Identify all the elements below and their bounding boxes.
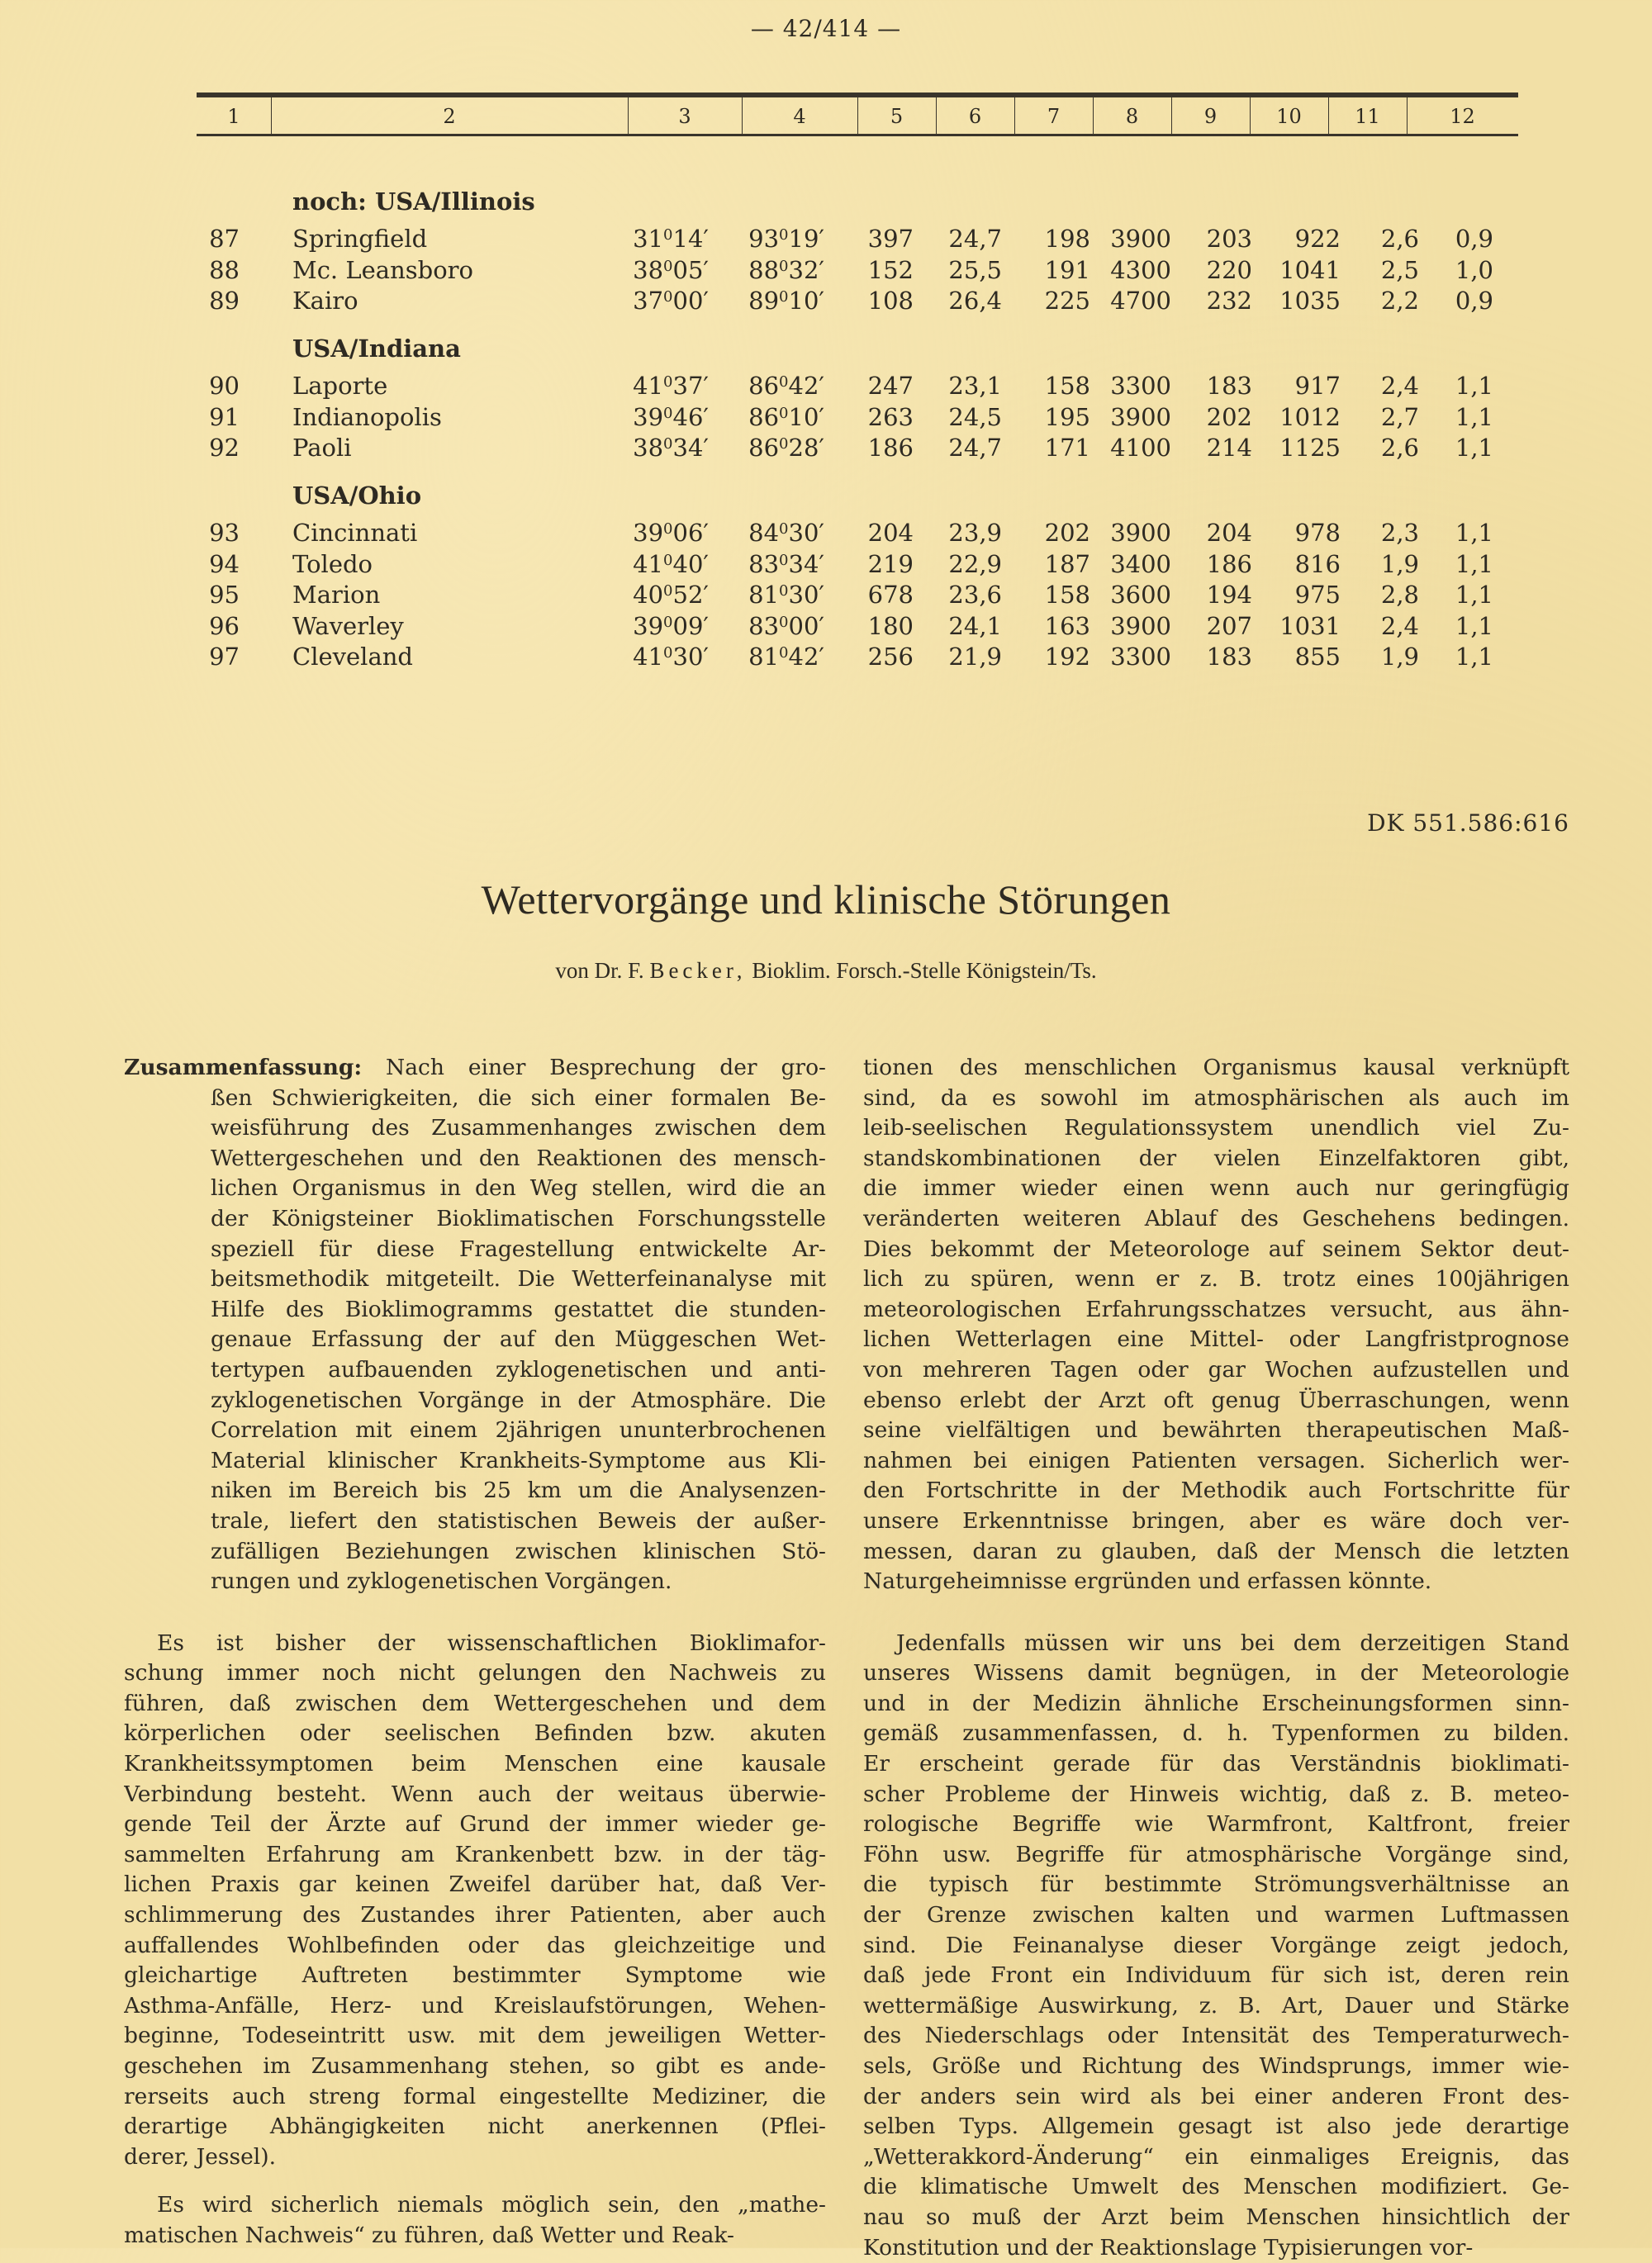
cell-c7: 163 — [1044, 611, 1090, 640]
text-line: tionen des menschlichen Organismus kausal verknüpft — [863, 1055, 1569, 1080]
cell-c6: 23,9 — [948, 519, 1002, 547]
text-line: körperlichen oder seelischen Befinden bzw. akuten — [124, 1720, 826, 1747]
cell-station: Springfield — [292, 225, 428, 253]
text-line: den Fortschritte in der Methodik auch Fortschritte für — [863, 1478, 1569, 1504]
cell-c10: 855 — [1294, 643, 1341, 671]
cell-c5: 219 — [867, 549, 914, 578]
cell-c6: 22,9 — [948, 549, 1002, 578]
cell-c12: 1,1 — [1455, 611, 1493, 640]
cell-c10: 816 — [1294, 549, 1341, 578]
text-line: unseres Wissens damit begnügen, in der Meteorologie — [863, 1660, 1569, 1687]
cell-lon: $93^019'$ — [748, 225, 824, 253]
cell-c7: 158 — [1044, 581, 1090, 609]
column-header-2: 2 — [271, 97, 629, 134]
abstract-line: genaue Erfassung der auf den Müggeschen Wet- — [211, 1326, 826, 1353]
cell-station: Kairo — [292, 287, 358, 315]
cell-c5: 186 — [867, 434, 914, 462]
abstract-label: Zusammenfassung: — [124, 1055, 363, 1080]
cell-station: Cincinnati — [292, 519, 418, 547]
cell-no: 97 — [209, 643, 240, 671]
cell-c11: 2,4 — [1380, 372, 1419, 400]
cell-c8: 3900 — [1110, 402, 1171, 431]
abstract-line: speziell für diese Fragestellung entwickelte Ar- — [211, 1236, 826, 1262]
cell-c7: 202 — [1044, 519, 1090, 547]
text-line: geschehen im Zusammenhang stehen, so gibt es ande- — [124, 2053, 826, 2079]
abstract-line: trale, liefert den statistischen Beweis der außer- — [211, 1507, 826, 1534]
right-paragraph-2 — [863, 1629, 1569, 2263]
text-line: des Niederschlags oder Intensität des Temperaturwech- — [863, 2023, 1569, 2049]
page-number: — 42/414 — — [750, 15, 902, 42]
abstract-line: Material klinischer Krankheits-Symptome aus Kli- — [211, 1447, 826, 1473]
text-line: nau so muß der Arzt beim Menschen hinsichtlich der — [863, 2204, 1569, 2230]
text-line: der Grenze zwischen kalten und warmen Luftmassen — [863, 1902, 1569, 1929]
cell-c6: 24,7 — [948, 434, 1002, 462]
left-paragraph-1 — [124, 1629, 826, 2173]
cell-c9: 204 — [1206, 519, 1252, 547]
cell-c7: 171 — [1044, 434, 1090, 462]
abstract-line: der Königsteiner Bioklimatischen Forschungsstelle — [211, 1205, 826, 1231]
cell-c8: 4300 — [1110, 255, 1171, 284]
table-row — [197, 372, 1518, 402]
cell-c9: 194 — [1206, 581, 1252, 609]
text-line: und in der Medizin ähnliche Erscheinungsformen sinn- — [863, 1690, 1569, 1716]
cell-c9: 202 — [1206, 402, 1252, 431]
text-line: gende Teil der Ärzte auf Grund der immer wieder ge- — [124, 1811, 826, 1838]
cell-lat: $37^000'$ — [633, 287, 709, 315]
text-line: „Wetterakkord-Änderung“ ein einmaliges Ereignis, das — [863, 2143, 1569, 2170]
cell-c9: 203 — [1206, 225, 1252, 253]
cell-lon: $83^000'$ — [748, 611, 824, 640]
byline-affiliation: Bioklim. Forsch.-Stelle Königstein/Ts. — [752, 958, 1097, 983]
cell-c7: 195 — [1044, 402, 1090, 431]
cell-c10: 1041 — [1279, 255, 1341, 284]
cell-c12: 0,9 — [1455, 287, 1493, 315]
cell-no: 87 — [209, 225, 240, 253]
text-line: derartige Abhängigkeiten nicht anerkennen (Pflei- — [124, 2114, 826, 2140]
cell-c11: 2,4 — [1380, 611, 1419, 640]
right-paragraph-1 — [863, 1053, 1569, 1597]
text-line: die klimatische Umwelt des Menschen modifiziert. Ge- — [863, 2174, 1569, 2200]
text-line: matischen Nachweis“ zu führen, daß Wetter und Reak- — [124, 2222, 734, 2248]
cell-no: 93 — [209, 519, 240, 547]
text-line: Jedenfalls müssen wir uns bei dem derzeitigen Stand — [896, 1630, 1569, 1656]
cell-lat: $38^005'$ — [633, 255, 709, 284]
cell-no: 89 — [209, 287, 240, 315]
cell-c12: 1,1 — [1455, 434, 1493, 462]
cell-station: Cleveland — [292, 643, 413, 671]
cell-c12: 1,1 — [1455, 372, 1493, 400]
text-line: schlimmerung des Zustandes ihrer Patienten, aber auch — [124, 1902, 826, 1929]
cell-c6: 24,7 — [948, 225, 1002, 253]
cell-station: Indianopolis — [292, 402, 442, 431]
cell-c11: 2,5 — [1380, 255, 1419, 284]
text-line: sind, da es sowohl im atmosphärischen als auch im — [863, 1084, 1569, 1111]
abstract — [124, 1053, 826, 1597]
cell-lat: $39^009'$ — [633, 611, 709, 640]
cell-c10: 978 — [1294, 519, 1341, 547]
cell-c12: 0,9 — [1455, 225, 1493, 253]
cell-c9: 232 — [1206, 287, 1252, 315]
cell-c12: 1,1 — [1455, 549, 1493, 578]
cell-c8: 3900 — [1110, 519, 1171, 547]
cell-lon: $86^042'$ — [748, 372, 824, 400]
abstract-line: lichen Organismus in den Weg stellen, wird die an — [211, 1175, 826, 1202]
byline-prefix: von Dr. F. — [555, 958, 644, 983]
table-row — [197, 550, 1518, 581]
text-line: standskombinationen der vielen Einzelfaktoren gibt, — [863, 1145, 1569, 1171]
abstract-line: zyklogenetischen Vorgänge in der Atmosphäre. Die — [211, 1387, 826, 1413]
cell-c5: 180 — [867, 611, 914, 640]
cell-no: 90 — [209, 372, 240, 400]
cell-c6: 24,1 — [948, 611, 1002, 640]
text-line: ebenso erlebt der Arzt oft genug Überraschungen, wenn — [863, 1387, 1569, 1413]
cell-c5: 108 — [867, 287, 914, 315]
abstract-line — [124, 1053, 826, 1084]
cell-c8: 4100 — [1110, 434, 1171, 462]
cell-c10: 1035 — [1279, 287, 1341, 315]
text-line: beginne, Todeseintritt usw. mit dem jeweiligen Wetter- — [124, 2023, 826, 2049]
group-title: USA/Ohio — [292, 482, 422, 510]
column-header-11: 11 — [1328, 97, 1408, 134]
right-column — [863, 1053, 1569, 2263]
cell-c6: 23,1 — [948, 372, 1002, 400]
text-line: rerseits auch streng formal eingestellte Mediziner, die — [124, 2083, 826, 2109]
cell-c8: 3300 — [1110, 372, 1171, 400]
cell-c6: 26,4 — [948, 287, 1002, 315]
cell-c11: 2,6 — [1380, 434, 1419, 462]
text-line: messen, daran zu glauben, daß der Mensch die letzten — [863, 1538, 1569, 1564]
climate-data-table — [197, 93, 1518, 671]
cell-c8: 3600 — [1110, 581, 1171, 609]
text-line: nahmen bei einigen Patienten versagen. Sicherlich wer- — [863, 1447, 1569, 1473]
cell-lon: $86^010'$ — [748, 402, 824, 431]
cell-lon: $86^028'$ — [748, 434, 824, 462]
text-line: Es ist bisher der wissenschaftlichen Bioklimafor- — [157, 1630, 826, 1656]
cell-c9: 183 — [1206, 372, 1252, 400]
cell-no: 92 — [209, 434, 240, 462]
cell-c5: 256 — [867, 643, 914, 671]
cell-lat: $40^052'$ — [633, 581, 709, 609]
table-row — [197, 434, 1518, 464]
cell-c7: 191 — [1044, 255, 1090, 284]
text-line: Föhn usw. Begriffe für atmosphärische Vorgänge sind, — [863, 1841, 1569, 1867]
text-line: Es wird sicherlich niemals möglich sein, den „mathe- — [157, 2192, 826, 2218]
abstract-line: niken im Bereich bis 25 km um die Analysenzen- — [211, 1478, 826, 1504]
cell-c11: 2,2 — [1380, 287, 1419, 315]
text-line: veränderten weiteren Ablauf des Geschehens bedingen. — [863, 1205, 1569, 1231]
column-header-5: 5 — [857, 97, 937, 134]
table-row — [197, 403, 1518, 434]
abstract-line: Wettergeschehen und den Reaktionen des mensch- — [211, 1145, 826, 1171]
cell-c10: 922 — [1294, 225, 1341, 253]
cell-c8: 3900 — [1110, 225, 1171, 253]
left-paragraph-2 — [124, 2190, 826, 2251]
text-line: seine vielfältigen und bewährten therapeutischen Maß- — [863, 1417, 1569, 1444]
column-header-3: 3 — [628, 97, 743, 134]
cell-station: Waverley — [292, 611, 404, 640]
column-header-10: 10 — [1250, 97, 1329, 134]
cell-lat: $39^046'$ — [633, 402, 709, 431]
text-line: die typisch für bestimmte Strömungsverhältnisse an — [863, 1872, 1569, 1898]
cell-c6: 21,9 — [948, 643, 1002, 671]
cell-c7: 225 — [1044, 287, 1090, 315]
cell-station: Marion — [292, 581, 381, 609]
text-line: Naturgeheimnisse ergründen und erfassen könnte. — [863, 1568, 1432, 1595]
text-line: Verbindung besteht. Wenn auch der weitaus überwie- — [124, 1781, 826, 1807]
cell-c9: 207 — [1206, 611, 1252, 640]
cell-c12: 1,1 — [1455, 402, 1493, 431]
cell-no: 94 — [209, 549, 240, 578]
column-header-4: 4 — [742, 97, 858, 134]
group-title: USA/Indiana — [292, 334, 461, 363]
cell-c5: 397 — [867, 225, 914, 253]
cell-lat: $41^040'$ — [633, 549, 709, 578]
text-line: schung immer noch nicht gelungen den Nachweis zu — [124, 1660, 826, 1687]
cell-c11: 1,9 — [1380, 549, 1419, 578]
cell-c5: 204 — [867, 519, 914, 547]
cell-lon: $84^030'$ — [748, 519, 824, 547]
cell-c6: 25,5 — [948, 255, 1002, 284]
column-header-7: 7 — [1014, 97, 1094, 134]
cell-c5: 263 — [867, 402, 914, 431]
text-line: sammelten Erfahrung am Krankenbett bzw. in der täg- — [124, 1841, 826, 1867]
cell-c8: 3300 — [1110, 643, 1171, 671]
cell-no: 91 — [209, 402, 240, 431]
cell-c8: 3400 — [1110, 549, 1171, 578]
cell-c8: 4700 — [1110, 287, 1171, 315]
text-line: lichen Praxis gar keinen Zweifel darüber hat, daß Ver- — [124, 1872, 826, 1898]
cell-c11: 2,7 — [1380, 402, 1419, 431]
column-header-9: 9 — [1171, 97, 1251, 134]
cell-c7: 198 — [1044, 225, 1090, 253]
text-line: leib-seelischen Regulationssystem unendlich viel Zu- — [863, 1115, 1569, 1141]
abstract-text: Nach einer Besprechung der gro- — [362, 1055, 826, 1080]
text-line: führen, daß zwischen dem Wettergeschehen und dem — [124, 1690, 826, 1716]
cell-c6: 23,6 — [948, 581, 1002, 609]
text-line: auffallendes Wohlbefinden oder das gleichzeitige und — [124, 1932, 826, 1958]
text-line: sels, Größe und Richtung des Windsprungs, immer wie- — [863, 2053, 1569, 2079]
cell-lat: $41^030'$ — [633, 643, 709, 671]
cell-c5: 678 — [867, 581, 914, 609]
cell-c12: 1,0 — [1455, 255, 1493, 284]
table-row — [197, 225, 1518, 255]
left-column — [124, 1053, 826, 2251]
cell-lat: $41^037'$ — [633, 372, 709, 400]
cell-station: Paoli — [292, 434, 352, 462]
text-line: meteorologischen Erfahrungsschatzes versucht, aus ähn- — [863, 1296, 1569, 1322]
table-row — [197, 581, 1518, 611]
cell-c9: 186 — [1206, 549, 1252, 578]
article-title: Wettervorgänge und klinische Störungen — [481, 876, 1171, 923]
text-line: scher Probleme der Hinweis wichtig, daß z. B. meteo- — [863, 1781, 1569, 1807]
cell-c10: 975 — [1294, 581, 1341, 609]
cell-c12: 1,1 — [1455, 581, 1493, 609]
cell-station: Mc. Leansboro — [292, 255, 473, 284]
table-row — [197, 612, 1518, 643]
cell-lat: $39^006'$ — [633, 519, 709, 547]
text-line: Krankheitssymptomen beim Menschen eine kausale — [124, 1751, 826, 1777]
text-line: der anders sein wird als bei einer anderen Front des- — [863, 2083, 1569, 2109]
text-line: Er erscheint gerade für das Verständnis bioklimati- — [863, 1751, 1569, 1777]
cell-lon: $88^032'$ — [748, 255, 824, 284]
text-line: derer, Jessel). — [124, 2143, 277, 2170]
cell-c7: 158 — [1044, 372, 1090, 400]
text-line: rologische Begriffe wie Warmfront, Kaltfront, freier — [863, 1811, 1569, 1838]
group-title: noch: USA/Illinois — [292, 187, 535, 216]
abstract-line: zufälligen Beziehungen zwischen klinischen Stö- — [211, 1538, 826, 1564]
text-line: sind. Die Feinanalyse dieser Vorgänge zeigt jedoch, — [863, 1932, 1569, 1958]
text-line: unsere Erkenntnisse bringen, aber es wäre doch ver- — [863, 1507, 1569, 1534]
cell-c10: 1012 — [1279, 402, 1341, 431]
cell-lat: $38^034'$ — [633, 434, 709, 462]
cell-lat: $31^014'$ — [633, 225, 709, 253]
cell-c9: 220 — [1206, 255, 1252, 284]
column-header-8: 8 — [1093, 97, 1172, 134]
abstract-line: beitsmethodik mitgeteilt. Die Wetterfeinanalyse mit — [211, 1266, 826, 1293]
cell-lon: $83^034'$ — [748, 549, 824, 578]
cell-no: 95 — [209, 581, 240, 609]
cell-c11: 1,9 — [1380, 643, 1419, 671]
column-header-1: 1 — [197, 97, 272, 134]
cell-c10: 1031 — [1279, 611, 1341, 640]
text-line: wettermäßige Auswirkung, z. B. Art, Dauer und Stärke — [863, 1992, 1569, 2019]
text-line: Dies bekommt der Meteorologe auf seinem Sektor deut- — [863, 1236, 1569, 1262]
cell-c10: 917 — [1294, 372, 1341, 400]
abstract-line: Correlation mit einem 2jährigen ununterbrochenen — [211, 1417, 826, 1444]
column-header-12: 12 — [1450, 105, 1475, 128]
abstract-line: ßen Schwierigkeiten, die sich einer formalen Be- — [211, 1084, 826, 1111]
cell-lon: $81^042'$ — [748, 643, 824, 671]
table-row — [197, 287, 1518, 317]
cell-c12: 1,1 — [1455, 519, 1493, 547]
table-row — [197, 256, 1518, 287]
cell-lon: $89^010'$ — [748, 287, 824, 315]
text-line: von mehreren Tagen oder gar Wochen aufzustellen und — [863, 1356, 1569, 1383]
cell-c11: 2,3 — [1380, 519, 1419, 547]
cell-c11: 2,6 — [1380, 225, 1419, 253]
cell-c7: 192 — [1044, 643, 1090, 671]
abstract-line: weisführung des Zusammenhanges zwischen dem — [211, 1115, 826, 1141]
text-line: lich zu spüren, wenn er z. B. trotz eines 100jährigen — [863, 1266, 1569, 1293]
cell-c8: 3900 — [1110, 611, 1171, 640]
cell-c5: 152 — [867, 255, 914, 284]
text-line: gemäß zusammenfassen, d. h. Typenformen zu bilden. — [863, 1720, 1569, 1747]
abstract-line: Hilfe des Bioklimogramms gestattet die stunden- — [211, 1296, 826, 1322]
abstract-line: rungen und zyklogenetischen Vorgängen. — [211, 1568, 672, 1595]
text-line: gleichartige Auftreten bestimmter Symptome wie — [124, 1962, 826, 1989]
dk-classification: DK 551.586:616 — [1367, 809, 1569, 837]
column-header-6: 6 — [936, 97, 1015, 134]
cell-c12: 1,1 — [1455, 643, 1493, 671]
cell-c9: 214 — [1206, 434, 1252, 462]
table-row — [197, 643, 1518, 673]
article-byline — [0, 958, 1652, 984]
cell-c11: 2,8 — [1380, 581, 1419, 609]
cell-station: Toledo — [292, 549, 373, 578]
cell-c9: 183 — [1206, 643, 1252, 671]
cell-c10: 1125 — [1279, 434, 1341, 462]
byline-author: Becker, — [649, 958, 747, 983]
cell-c6: 24,5 — [948, 402, 1002, 431]
text-line: daß jede Front ein Individuum für sich ist, deren rein — [863, 1962, 1569, 1989]
text-line: selben Typs. Allgemein gesagt ist also jede derartige — [863, 2114, 1569, 2140]
text-line: die immer wieder einen wenn auch nur geringfügig — [863, 1175, 1569, 1202]
cell-lon: $81^030'$ — [748, 581, 824, 609]
table-header — [197, 93, 1518, 136]
table-row — [197, 519, 1518, 549]
cell-no: 88 — [209, 255, 240, 284]
abstract-line: tertypen aufbauenden zyklogenetischen und anti- — [211, 1356, 826, 1383]
text-line: Asthma-Anfälle, Herz- und Kreislaufstörungen, Wehen- — [124, 1992, 826, 2019]
cell-station: Laporte — [292, 372, 388, 400]
cell-no: 96 — [209, 611, 240, 640]
cell-c7: 187 — [1044, 549, 1090, 578]
text-line: Konstitution und der Reaktionslage Typisierungen vor- — [863, 2234, 1474, 2261]
text-line: lichen Wetterlagen eine Mittel- oder Langfristprognose — [863, 1326, 1569, 1353]
cell-c5: 247 — [867, 372, 914, 400]
